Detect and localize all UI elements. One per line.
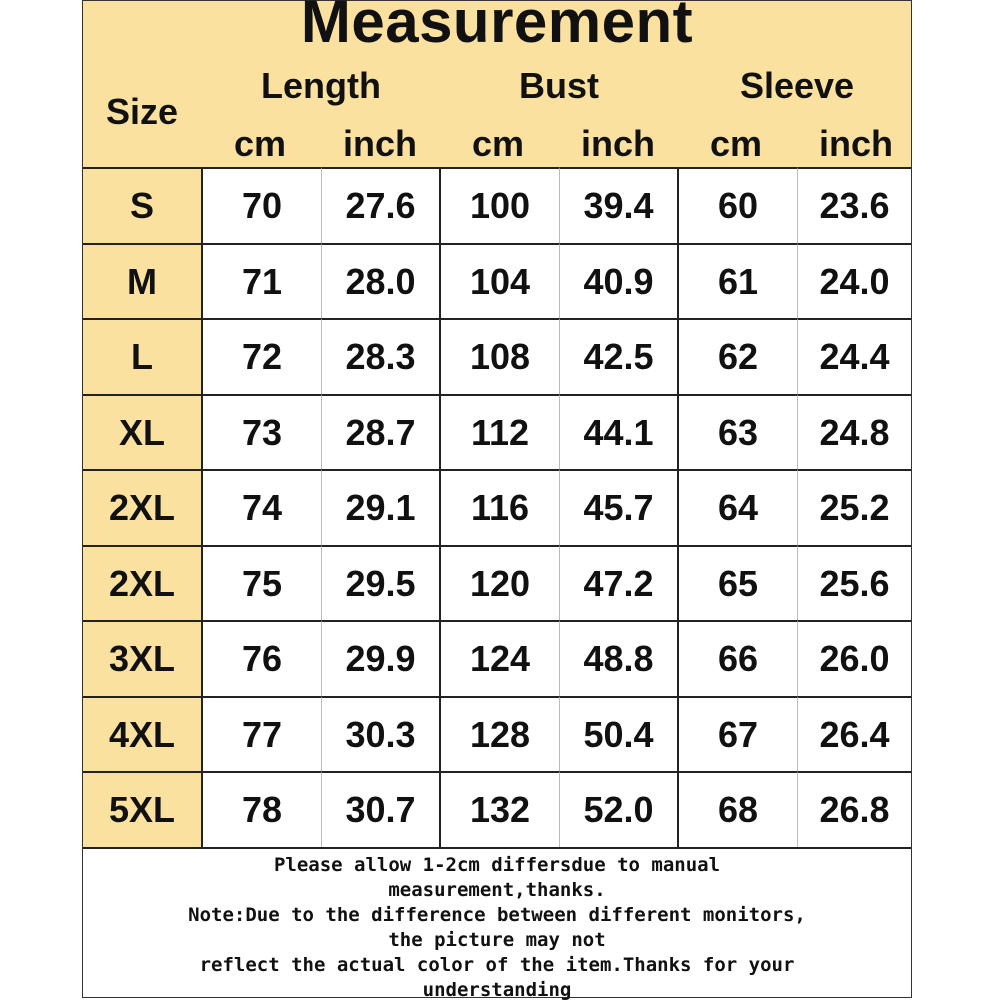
value-cell: 26.4	[797, 696, 911, 772]
value-cell: 66	[677, 620, 797, 696]
value-cell: 23.6	[797, 167, 911, 243]
bust-inch-header: inch	[580, 123, 655, 164]
size-cell: 2XL	[83, 469, 201, 545]
length-header: Length	[261, 65, 381, 106]
value-cell: 52.0	[559, 771, 677, 847]
note-line: Note:Due to the difference between different monitors,	[188, 904, 806, 926]
value-cell: 62	[677, 318, 797, 394]
value-cell: 40.9	[559, 243, 677, 319]
length-cm-header: cm	[233, 123, 287, 164]
value-cell: 63	[677, 394, 797, 470]
value-cell: 75	[201, 545, 321, 621]
table-row	[83, 696, 911, 772]
value-cell: 24.8	[797, 394, 911, 470]
value-cell: 71	[201, 243, 321, 319]
value-cell: 112	[439, 394, 559, 470]
value-cell: 30.3	[321, 696, 439, 772]
value-cell: 108	[439, 318, 559, 394]
table-row	[83, 167, 911, 243]
value-cell: 60	[677, 167, 797, 243]
value-cell: 26.0	[797, 620, 911, 696]
value-cell: 128	[439, 696, 559, 772]
size-cell: 3XL	[83, 620, 201, 696]
value-cell: 30.7	[321, 771, 439, 847]
size-column-header: Size	[105, 91, 179, 132]
value-cell: 73	[201, 394, 321, 470]
note-line: understanding	[422, 979, 572, 1001]
size-cell: 2XL	[83, 545, 201, 621]
table-row	[83, 771, 911, 847]
value-cell: 29.1	[321, 469, 439, 545]
bust-cm-header: cm	[471, 123, 525, 164]
value-cell: 42.5	[559, 318, 677, 394]
disclaimer-note	[83, 847, 911, 1001]
value-cell: 24.0	[797, 243, 911, 319]
value-cell: 132	[439, 771, 559, 847]
size-cell: M	[83, 243, 201, 319]
value-cell: 104	[439, 243, 559, 319]
size-cell: XL	[83, 394, 201, 470]
value-cell: 124	[439, 620, 559, 696]
size-cell: L	[83, 318, 201, 394]
length-inch-header: inch	[342, 123, 417, 164]
measurement-table-body	[83, 167, 911, 847]
value-cell: 77	[201, 696, 321, 772]
size-cell: 4XL	[83, 696, 201, 772]
note-line: the picture may not	[388, 929, 606, 951]
value-cell: 65	[677, 545, 797, 621]
value-cell: 29.5	[321, 545, 439, 621]
sleeve-header: Sleeve	[739, 65, 855, 106]
value-cell: 28.0	[321, 243, 439, 319]
table-row	[83, 545, 911, 621]
value-cell: 116	[439, 469, 559, 545]
value-cell: 45.7	[559, 469, 677, 545]
value-cell: 68	[677, 771, 797, 847]
value-cell: 48.8	[559, 620, 677, 696]
value-cell: 28.7	[321, 394, 439, 470]
size-cell: S	[83, 167, 201, 243]
table-row	[83, 620, 911, 696]
value-cell: 76	[201, 620, 321, 696]
value-cell: 70	[201, 167, 321, 243]
value-cell: 47.2	[559, 545, 677, 621]
table-row	[83, 469, 911, 545]
table-row	[83, 318, 911, 394]
value-cell: 24.4	[797, 318, 911, 394]
value-cell: 27.6	[321, 167, 439, 243]
value-cell: 39.4	[559, 167, 677, 243]
value-cell: 29.9	[321, 620, 439, 696]
table-row	[83, 243, 911, 319]
value-cell: 78	[201, 771, 321, 847]
value-cell: 26.8	[797, 771, 911, 847]
bust-header: Bust	[519, 65, 599, 106]
table-row	[83, 394, 911, 470]
value-cell: 120	[439, 545, 559, 621]
value-cell: 61	[677, 243, 797, 319]
table-header	[83, 1, 911, 167]
value-cell: 67	[677, 696, 797, 772]
value-cell: 25.2	[797, 469, 911, 545]
value-cell: 28.3	[321, 318, 439, 394]
size-chart	[82, 0, 912, 1001]
value-cell: 100	[439, 167, 559, 243]
value-cell: 25.6	[797, 545, 911, 621]
size-cell: 5XL	[83, 771, 201, 847]
sleeve-cm-header: cm	[709, 123, 763, 164]
sleeve-inch-header: inch	[818, 123, 893, 164]
note-line: reflect the actual color of the item.Thanks for your	[199, 954, 795, 976]
value-cell: 64	[677, 469, 797, 545]
note-line: measurement,thanks.	[388, 879, 606, 901]
value-cell: 72	[201, 318, 321, 394]
value-cell: 74	[201, 469, 321, 545]
value-cell: 44.1	[559, 394, 677, 470]
page-title: Measurement	[300, 0, 694, 55]
value-cell: 50.4	[559, 696, 677, 772]
note-line: Please allow 1-2cm differsdue to manual	[273, 854, 721, 876]
